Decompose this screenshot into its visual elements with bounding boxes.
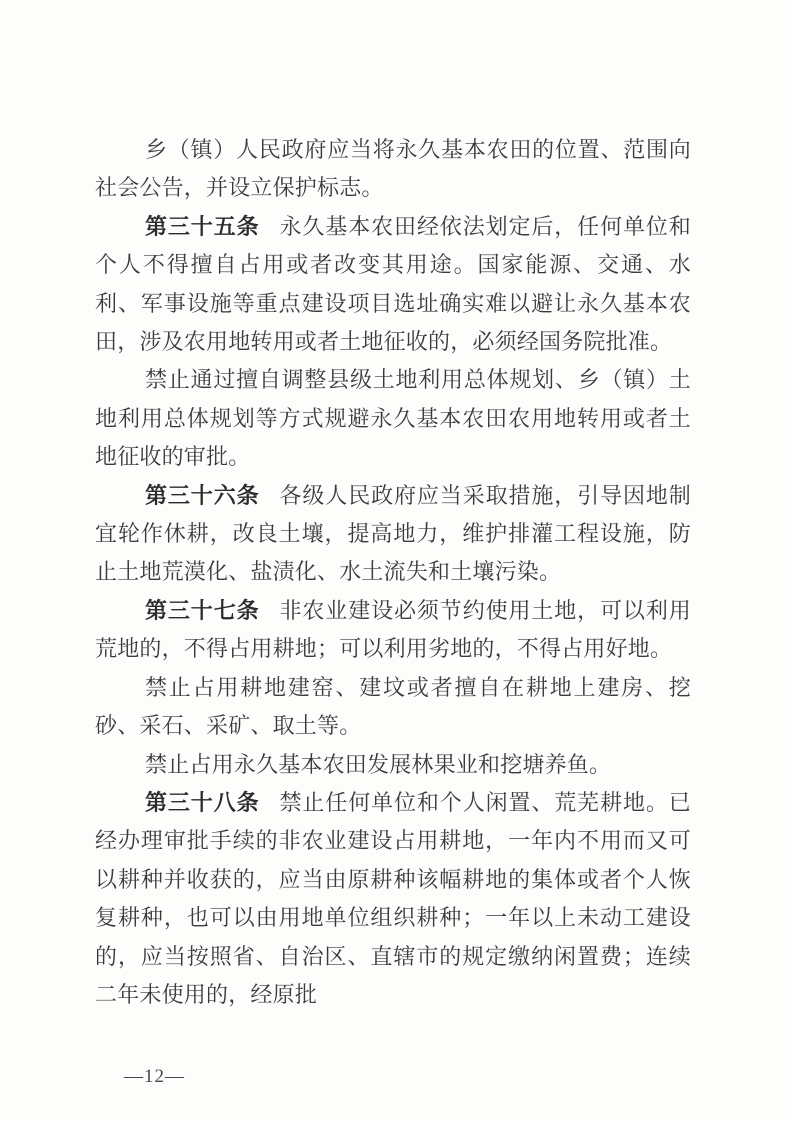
article-number: 第三十五条 <box>145 213 260 239</box>
article-paragraph <box>95 208 691 362</box>
article-paragraph <box>95 784 691 1014</box>
article-paragraph <box>95 477 691 592</box>
document-text-block <box>95 131 691 1014</box>
paragraph <box>95 361 691 476</box>
page-number: —12— <box>124 1066 185 1087</box>
paragraph-text: 乡（镇）人民政府应当将永久基本农田的位置、范围向社会公告，并设立保护标志。 <box>95 137 691 201</box>
paragraph-text: 禁止占用耕地建窑、建坟或者擅自在耕地上建房、挖砂、采石、采矿、取土等。 <box>95 674 691 739</box>
paragraph-text: 非农业建设必须节约使用土地，可以利用荒地的，不得占用耕地；可以利用劣地的，不得占用好地。 <box>95 597 691 662</box>
paragraph-text: 禁止通过擅自调整县级土地利用总体规划、乡（镇）土地利用总体规划等方式规避永久基本农田农用地转用或者土地征收的审批。 <box>95 367 691 470</box>
paragraph-text: 永久基本农田经依法划定后，任何单位和个人不得擅自占用或者改变其用途。国家能源、交通、水利、军事设施等重点建设项目选址确实难以避让永久基本农田，涉及农用地转用或者土地征收的，必须经国务院批准。 <box>95 213 691 355</box>
paragraph-text: 禁止任何单位和个人闲置、荒芜耕地。已经办理审批手续的非农业建设占用耕地，一年内不用而又可以耕种并收获的，应当由原耕种该幅耕地的集体或者个人恢复耕种，也可以由用地单位组织耕种；一年以上未动工建设的，应当按照省、自治区、直辖市的规定缴纳闲置费；连续二年未使用的，经原批 <box>95 789 691 1007</box>
article-number: 第三十七条 <box>145 597 260 623</box>
paragraph-text: 禁止占用永久基本农田发展林果业和挖塘养鱼。 <box>145 751 612 777</box>
article-number: 第三十八条 <box>145 789 260 815</box>
article-paragraph <box>95 592 691 669</box>
paragraph <box>95 131 691 208</box>
paragraph <box>95 669 691 746</box>
paragraph-text: 各级人民政府应当采取措施，引导因地制宜轮作休耕，改良土壤，提高地力，维护排灌工程设施，防止土地荒漠化、盐渍化、水土流失和土壤污染。 <box>95 482 691 585</box>
article-number: 第三十六条 <box>145 482 260 508</box>
paragraph <box>95 746 691 784</box>
